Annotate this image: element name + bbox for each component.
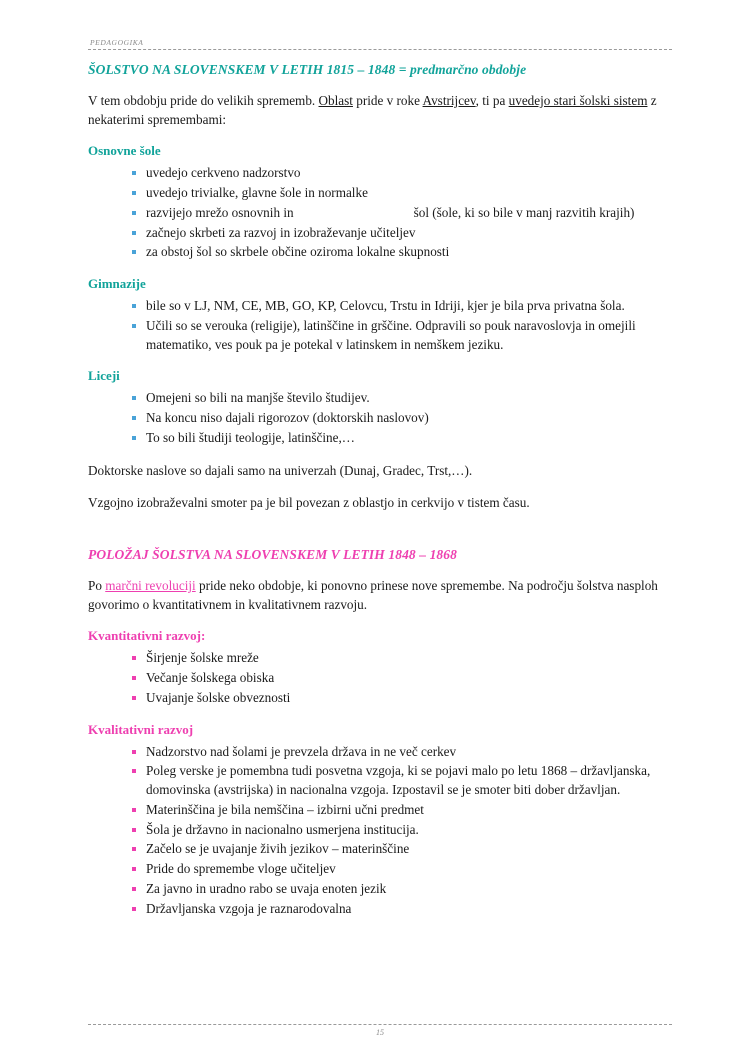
list-item: bile so v LJ, NM, CE, MB, GO, KP, Celovcu, Trstu in Idriji, kjer je bila prva privatna šola. — [132, 297, 672, 316]
list-item: Učili so se verouka (religije), latinščine in grščine. Odpravili so pouk naravoslovja in omejili matematiko, ves pouk pa je potekal v latinskem in nemškem jeziku. — [132, 317, 672, 354]
intro-text-part-4: z nekaterimi spremembami: — [88, 93, 657, 127]
section-1-intro-paragraph — [88, 92, 672, 129]
list-item-text-a: razvijejo mrežo osnovnih in — [146, 204, 294, 220]
list-item — [132, 204, 672, 223]
list-item: Širjenje šolske mreže — [132, 649, 672, 668]
section-1-title: ŠOLSTVO NA SLOVENSKEM V LETIH 1815 – 1848 = predmarčno obdobje — [88, 62, 527, 77]
list-item: začnejo skrbeti za razvoj in izobraževanje učiteljev — [132, 224, 672, 243]
section-2-title: POLOŽAJ ŠOLSTVA NA SLOVENSKEM V LETIH 1848 – 1868 — [88, 547, 457, 563]
list-item: Za javno in uradno rabo se uvaja enoten jezik — [132, 880, 672, 899]
subsection-kvantitativni-razvoj-title: Kvantitativni razvoj: — [88, 628, 206, 644]
list-item: Materinščina je bila nemščina – izbirni učni predmet — [132, 801, 672, 820]
list-item: Šola je državno in nacionalno usmerjena institucija. — [132, 821, 672, 840]
section-1-closing-line-2: Vzgojno izobraževalni smoter pa je bil povezan z oblastjo in cerkvijo v tistem času. — [88, 495, 530, 511]
list-kvantitativni-razvoj — [88, 649, 672, 707]
subsection-osnovne-sole-title: Osnovne šole — [88, 143, 161, 159]
section-2-intro-part-2: pride neko obdobje, ki ponovno prinese nove spremembe. Na področju šolstva nasploh govorimo o kvantitativnem in kvalitativnem razvoju. — [88, 578, 658, 612]
list-item-text-b: šol (šole, ki so bile v manj razvitih krajih) — [413, 204, 635, 220]
list-kvalitativni-razvoj — [88, 743, 672, 919]
intro-underline-oblast: Oblast — [318, 93, 353, 108]
list-item: za obstoj šol so skrbele občine oziroma lokalne skupnosti — [132, 243, 672, 262]
list-item: To so bili študiji teologije, latinščine,… — [132, 429, 672, 448]
link-marcni-revoluciji[interactable]: marčni revoluciji — [105, 578, 196, 594]
page-number: 15 — [376, 1028, 384, 1037]
intro-text-part-2: pride v roke — [352, 93, 423, 108]
footer-divider — [88, 1024, 672, 1025]
intro-underline-avstrijcev: Avstrijcev — [422, 93, 476, 108]
list-item: Državljanska vzgoja je raznarodovalna — [132, 900, 672, 919]
list-item: Omejeni so bili na manjše število študijev. — [132, 389, 672, 408]
list-osnovne-sole — [88, 164, 672, 262]
list-item: Nadzorstvo nad šolami je prevzela država in ne več cerkev — [132, 743, 672, 762]
page-footer — [88, 1024, 672, 1037]
list-gimnazije — [88, 297, 672, 354]
list-item: Pride do spremembe vloge učiteljev — [132, 860, 672, 879]
list-item: Začelo se je uvajanje živih jezikov – materinščine — [132, 840, 672, 859]
intro-underline-sistem: uvedejo stari šolski sistem — [508, 93, 648, 108]
subsection-gimnazije-title: Gimnazije — [88, 276, 146, 292]
list-item: uvedejo trivialke, glavne šole in normalke — [132, 184, 672, 203]
section-2-intro-part-1: Po — [88, 578, 106, 594]
running-header: PEDAGOGIKA — [90, 38, 144, 47]
section-2-intro-paragraph — [88, 577, 672, 614]
section-spacer — [88, 527, 672, 547]
list-item: Na koncu niso dajali rigorozov (doktorskih naslovov) — [132, 409, 672, 428]
subsection-liceji-title: Liceji — [88, 368, 120, 384]
list-item: Uvajanje šolske obveznosti — [132, 689, 672, 708]
intro-text-part-3: , ti pa — [475, 93, 509, 108]
list-liceji — [88, 389, 672, 447]
section-1-closing-line-1: Doktorske naslove so dajali samo na univerzah (Dunaj, Gradec, Trst,…). — [88, 462, 473, 478]
list-item: Večanje šolskega obiska — [132, 669, 672, 688]
list-item: uvedejo cerkveno nadzorstvo — [132, 164, 672, 183]
subsection-kvalitativni-razvoj-title: Kvalitativni razvoj — [88, 721, 194, 737]
intro-text-part-1: V tem obdobju pride do velikih sprememb. — [88, 93, 319, 108]
list-item: Poleg verske je pomembna tudi posvetna vzgoja, ki se pojavi malo po letu 1868 – državljanska, domovinska (avstrijska) in nacionalna vzgoja. Izpostavil se je smoter biti dober državljan. — [132, 762, 672, 799]
header-divider — [88, 49, 672, 50]
